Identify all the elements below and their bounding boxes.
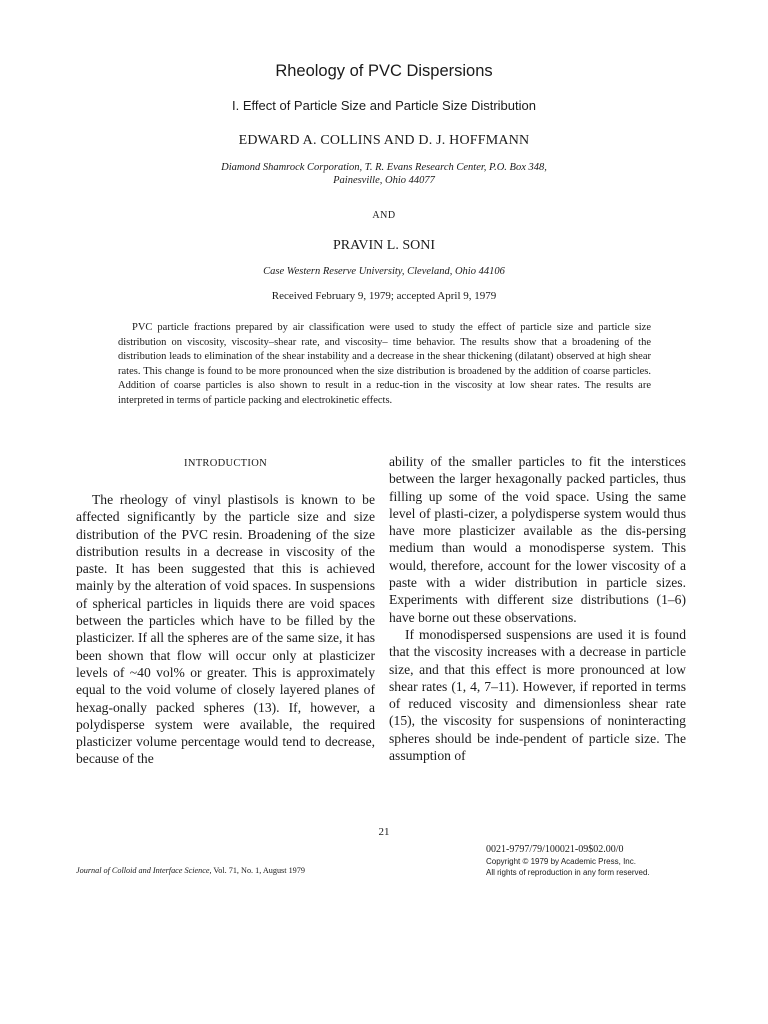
author-separator: AND xyxy=(372,210,396,221)
right-column xyxy=(389,453,686,764)
abstract xyxy=(118,321,651,409)
affiliation-second: Case Western Reserve University, Cleveland, Ohio 44106 xyxy=(263,266,505,277)
intro-paragraph-2: If monodispersed suspensions are used it is found that the viscosity increases with a decrease in particle size, and that this effect is more pronounced at low shear rates (1, 4, 7–11). However, if reported in terms of reduced viscosity and dimensionless shear rate (15), the viscosity for suspensions of noninteracting spheres should be inde-pendent of particle size. The assumption of xyxy=(389,626,687,764)
abstract-line: the shear instability and a decrease in the shear thickening (dilatant) observed at high shear xyxy=(266,351,651,363)
abstract-line: tion in the viscosity at low shear rates. The results are interpreted in terms of particle xyxy=(118,380,651,406)
authors-first: EDWARD A. COLLINS AND D. J. HOFFMANN xyxy=(238,133,530,148)
rights-notice: All rights of reproduction in any form reserved. xyxy=(486,868,650,877)
journal-details: , Vol. 71, No. 1, August 1979 xyxy=(209,866,305,875)
abstract-line: the addition of coarse particles. Addition of coarse particles is also shown to result in a reduc- xyxy=(118,365,652,392)
left-column xyxy=(76,453,375,768)
copyright-notice: Copyright © 1979 by Academic Press, Inc. xyxy=(486,857,636,866)
copyright-block xyxy=(486,843,650,878)
abstract-line: PVC particle fractions prepared by air classification were used to study the effect of xyxy=(132,322,516,333)
page-number: 21 xyxy=(378,826,390,838)
abstract-line: rates. This change is found to be more pronounced when the size distribution is broadened by xyxy=(118,365,516,377)
intro-paragraph-1: The rheology of vinyl plastisols is known to be affected significantly by the particle size and size distribution of the PVC resin. Broadening of the size distribution results in a decrease in viscosity of the paste. It has been suggested that this is achieved mainly by the alteration of void spaces. In suspensions of spherical particles in liquids there are void spaces between the particles which have to be filled by the plasticizer. If all the spheres are of the same size, it has been shown that flow will occur only at plasticizer levels of ~40 vol% or greater. This is approximately equal to the void volume of closely layered planes of hexag-onally packed spheres (13). If, however, a polydisperse system were available, the required plasticizer volume percentage would tend to decrease, because of the xyxy=(76,492,376,767)
journal-citation xyxy=(76,866,305,875)
affiliation-first-line2: Painesville, Ohio 44077 xyxy=(333,175,435,186)
paper-subtitle: I. Effect of Particle Size and Particle Size Distribution xyxy=(232,98,536,113)
abstract-line: packing and electrokinetic effects. xyxy=(248,394,393,406)
abstract-line: particle size and particle size distribution on viscosity, viscosity–shear rate, and viscosity– xyxy=(118,322,651,348)
section-heading-introduction: INTRODUCTION xyxy=(184,458,267,469)
journal-name: Journal of Colloid and Interface Science xyxy=(76,866,210,875)
paper-title: Rheology of PVC Dispersions xyxy=(275,62,493,80)
article-code: 0021-9797/79/100021-09$02.00/0 xyxy=(486,844,624,855)
affiliation-first-line1: Diamond Shamrock Corporation, T. R. Evans Research Center, P.O. Box 348, xyxy=(221,162,547,173)
received-dates: Received February 9, 1979; accepted April 9, 1979 xyxy=(271,290,497,302)
authors-second: PRAVIN L. SONI xyxy=(332,238,436,253)
abstract-line: time behavior. The results show that a broadening of the distribution leads to elimination of xyxy=(118,336,652,363)
intro-paragraph-1-continued: ability of the smaller particles to fit the interstices between the larger hexagonally packed particles, thus filling up some of the void space. Using the same level of plasti-cizer, a polydisperse system would thus have more plasticizer available as the dis-persing medium than would a monodisperse system. This would, therefore, account for the lower viscosity of a paste with a wider distribution in particle sizes. Experiments with different size distributions (1–6) have borne out these observations. xyxy=(389,454,686,625)
